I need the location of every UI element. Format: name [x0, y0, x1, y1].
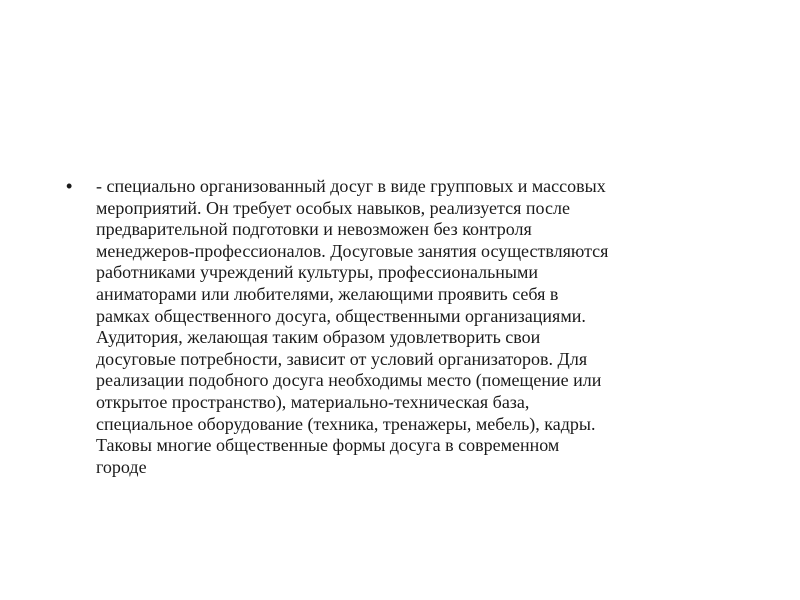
text-line-8: Аудитория, желающая таким образом удовлетворить свои	[96, 327, 541, 348]
text-line-7: рамках общественного досуга, общественными организациями.	[96, 305, 586, 326]
text-line-5: работниками учреждений культуры, профессиональными	[96, 262, 539, 283]
text-line-2: мероприятий. Он требует особых навыков, реализуется после	[96, 197, 570, 218]
text-line-1: - специально организованный досуг в виде групповых и массовых	[96, 176, 606, 196]
bullet-marker-icon: •	[66, 176, 73, 196]
bullet-item	[66, 176, 746, 478]
text-line-10: реализации подобного досуга необходимы место (помещение или	[96, 370, 602, 391]
text-line-13: Таковы многие общественные формы досуга в современном	[96, 435, 560, 456]
bullet-list	[66, 176, 746, 478]
text-line-12: специальное оборудование (техника, тренажеры, мебель), кадры.	[96, 413, 596, 434]
text-line-3: предварительной подготовки и невозможен без контроля	[96, 219, 532, 240]
text-line-14: городе	[96, 456, 147, 477]
text-line-6: аниматорами или любителями, желающими проявить себя в	[96, 283, 559, 304]
text-line-11: открытое пространство), материально-техническая база,	[96, 391, 530, 412]
text-line-4: менеджеров-профессионалов. Досуговые занятия осуществляются	[96, 240, 609, 261]
text-line-9: досуговые потребности, зависит от условий организаторов. Для	[96, 348, 588, 369]
